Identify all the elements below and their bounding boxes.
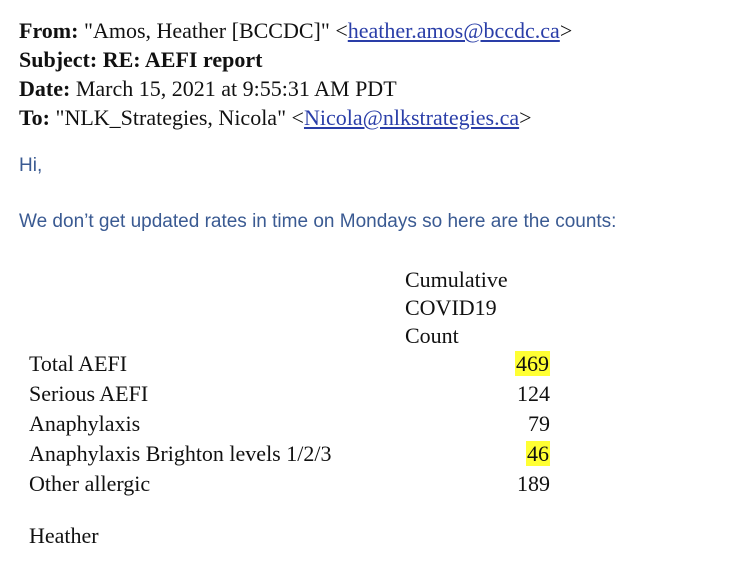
from-line	[19, 16, 572, 45]
email-header	[19, 16, 572, 132]
row-value-highlighted: 46	[527, 441, 549, 466]
table-row	[29, 439, 550, 469]
to-label: To:	[19, 105, 50, 130]
table-row	[29, 349, 550, 379]
column-header-line-3: Count	[405, 323, 459, 348]
row-label: Anaphylaxis Brighton levels 1/2/3	[29, 441, 332, 466]
signature: Heather	[29, 523, 99, 548]
row-value: 124	[517, 381, 550, 406]
table-row	[29, 379, 550, 409]
to-close: >	[519, 105, 532, 130]
from-close: >	[559, 18, 573, 43]
row-value: 79	[528, 411, 550, 436]
from-label: From:	[19, 18, 79, 43]
row-label: Serious AEFI	[29, 381, 149, 406]
subject-line	[19, 45, 572, 74]
row-label: Total AEFI	[29, 351, 128, 376]
subject-label: Subject:	[19, 47, 98, 72]
to-line	[19, 103, 572, 132]
body-paragraph: We don’t get updated rates in time on Mondays so here are the counts:	[19, 211, 617, 232]
date-value: March 15, 2021 at 9:55:31 AM PDT	[75, 76, 397, 101]
from-name: "Amos, Heather [BCCDC]" <	[83, 18, 348, 43]
counts-table	[29, 349, 550, 499]
column-header-line-1: Cumulative	[405, 267, 508, 292]
row-label: Anaphylaxis	[29, 411, 141, 436]
date-label: Date:	[19, 76, 71, 101]
from-email-link[interactable]: heather.amos@bccdc.ca	[347, 18, 560, 43]
to-email-link[interactable]: Nicola@nlkstrategies.ca	[303, 105, 520, 130]
table-row	[29, 469, 550, 499]
column-header-line-2: COVID19	[405, 295, 497, 320]
to-name: "NLK_Strategies, Nicola" <	[55, 105, 304, 130]
date-line	[19, 74, 572, 103]
table-row	[29, 409, 550, 439]
row-value-highlighted: 469	[516, 351, 549, 376]
column-header	[405, 266, 508, 350]
subject-value: RE: AEFI report	[102, 47, 263, 72]
row-label: Other allergic	[29, 471, 151, 496]
greeting: Hi,	[19, 155, 43, 176]
row-value: 189	[517, 471, 550, 496]
